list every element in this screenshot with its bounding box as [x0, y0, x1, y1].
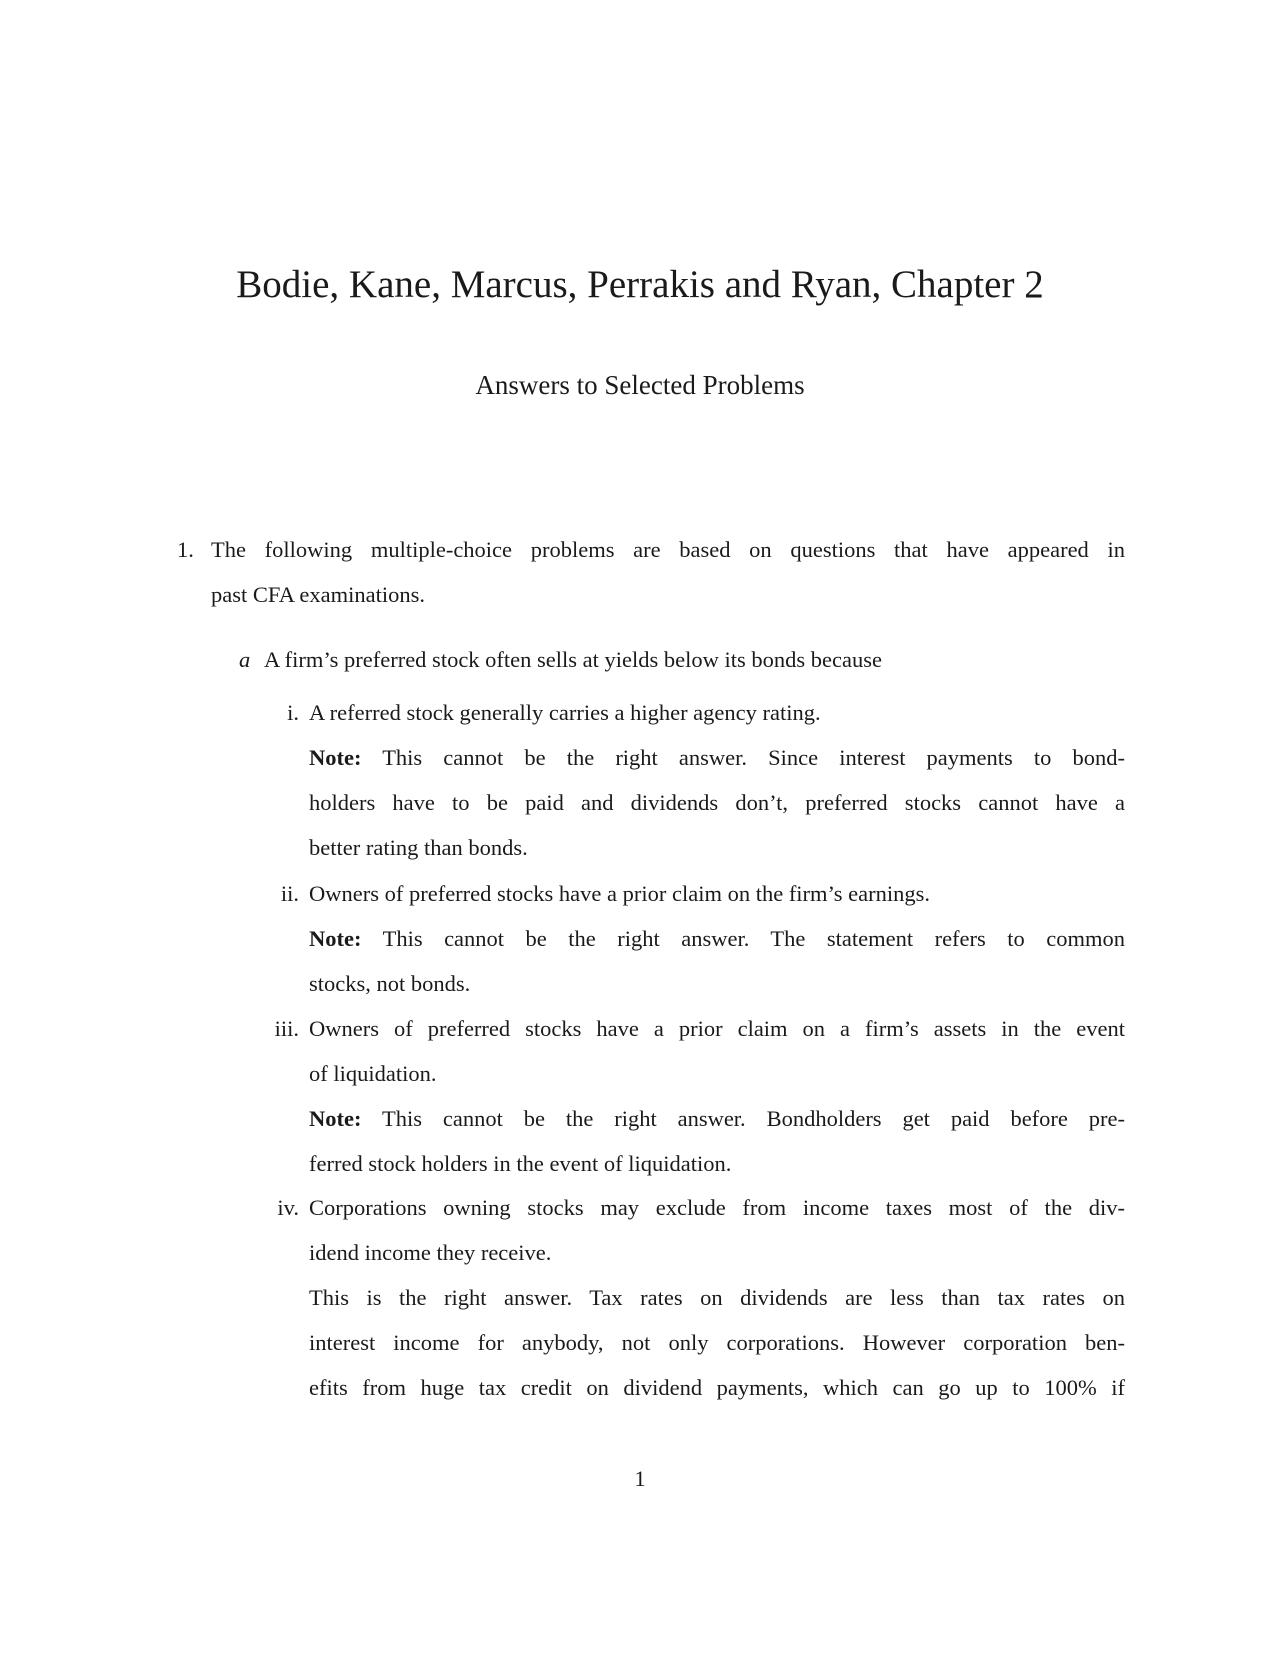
option-ii-statement: Owners of preferred stocks have a prior claim on the firm’s earnings. [309, 881, 931, 906]
option-ii-note-line-2: stocks, not bonds. [309, 971, 471, 996]
option-ii-note-text-1: This cannot be the right answer. The statement refers to common [382, 926, 1126, 951]
question-text [264, 637, 1125, 682]
option-iv-statement-line-1: Corporations owning stocks may exclude from income taxes most of the div- [309, 1195, 1125, 1220]
option-iv-label: iv. [277, 1195, 299, 1220]
option-iv [309, 1185, 1125, 1410]
note-label: Note: [309, 1106, 362, 1131]
option-iii-note-text-1: This cannot be the right answer. Bondholders get paid before pre- [381, 1106, 1126, 1131]
option-i-statement: A referred stock generally carries a higher agency rating. [309, 700, 821, 725]
problem-intro-line-1: The following multiple-choice problems are based on questions that have appeared in [211, 537, 1125, 562]
document-title: Bodie, Kane, Marcus, Perrakis and Ryan, Chapter 2 [236, 263, 1044, 306]
option-ii-note-line-1 [309, 916, 1125, 961]
problem-number: 1. [177, 537, 194, 562]
question-text-line: A firm’s preferred stock often sells at yields below its bonds because [264, 647, 882, 672]
option-i-note-line-2: holders have to be paid and dividends don’t, preferred stocks cannot have a [309, 790, 1125, 815]
option-iii-label: iii. [274, 1016, 299, 1041]
option-iv-statement-line-2: idend income they receive. [309, 1240, 552, 1265]
option-iii-note-line-2: ferred stock holders in the event of liquidation. [309, 1151, 732, 1176]
option-i [309, 690, 1125, 870]
option-iv-answer-line-2: interest income for anybody, not only corporations. However corporation ben- [309, 1330, 1125, 1355]
option-iii-note-line-1 [309, 1096, 1125, 1141]
option-iii-statement-line-2: of liquidation. [309, 1061, 437, 1086]
option-iii-statement-line-1: Owners of preferred stocks have a prior claim on a firm’s assets in the event [309, 1016, 1125, 1041]
problem-intro-line-2: past CFA examinations. [211, 582, 425, 607]
option-i-label: i. [287, 700, 299, 725]
option-i-note-text-1: This cannot be the right answer. Since interest payments to bond- [382, 745, 1125, 770]
question-label: a [239, 647, 251, 672]
page-number: 1 [634, 1466, 646, 1491]
option-iv-answer-line-3: efits from huge tax credit on dividend payments, which can go up to 100% if [309, 1375, 1125, 1400]
option-i-note-line-1 [309, 735, 1125, 780]
option-iii [309, 1006, 1125, 1186]
option-ii [309, 871, 1125, 1006]
option-i-note-line-3: better rating than bonds. [309, 835, 528, 860]
problem-intro [211, 527, 1125, 617]
option-iv-answer-line-1: This is the right answer. Tax rates on dividends are less than tax rates on [309, 1285, 1125, 1310]
note-label: Note: [309, 926, 362, 951]
option-ii-label: ii. [280, 881, 299, 906]
document-subtitle: Answers to Selected Problems [475, 370, 805, 400]
note-label: Note: [309, 745, 362, 770]
